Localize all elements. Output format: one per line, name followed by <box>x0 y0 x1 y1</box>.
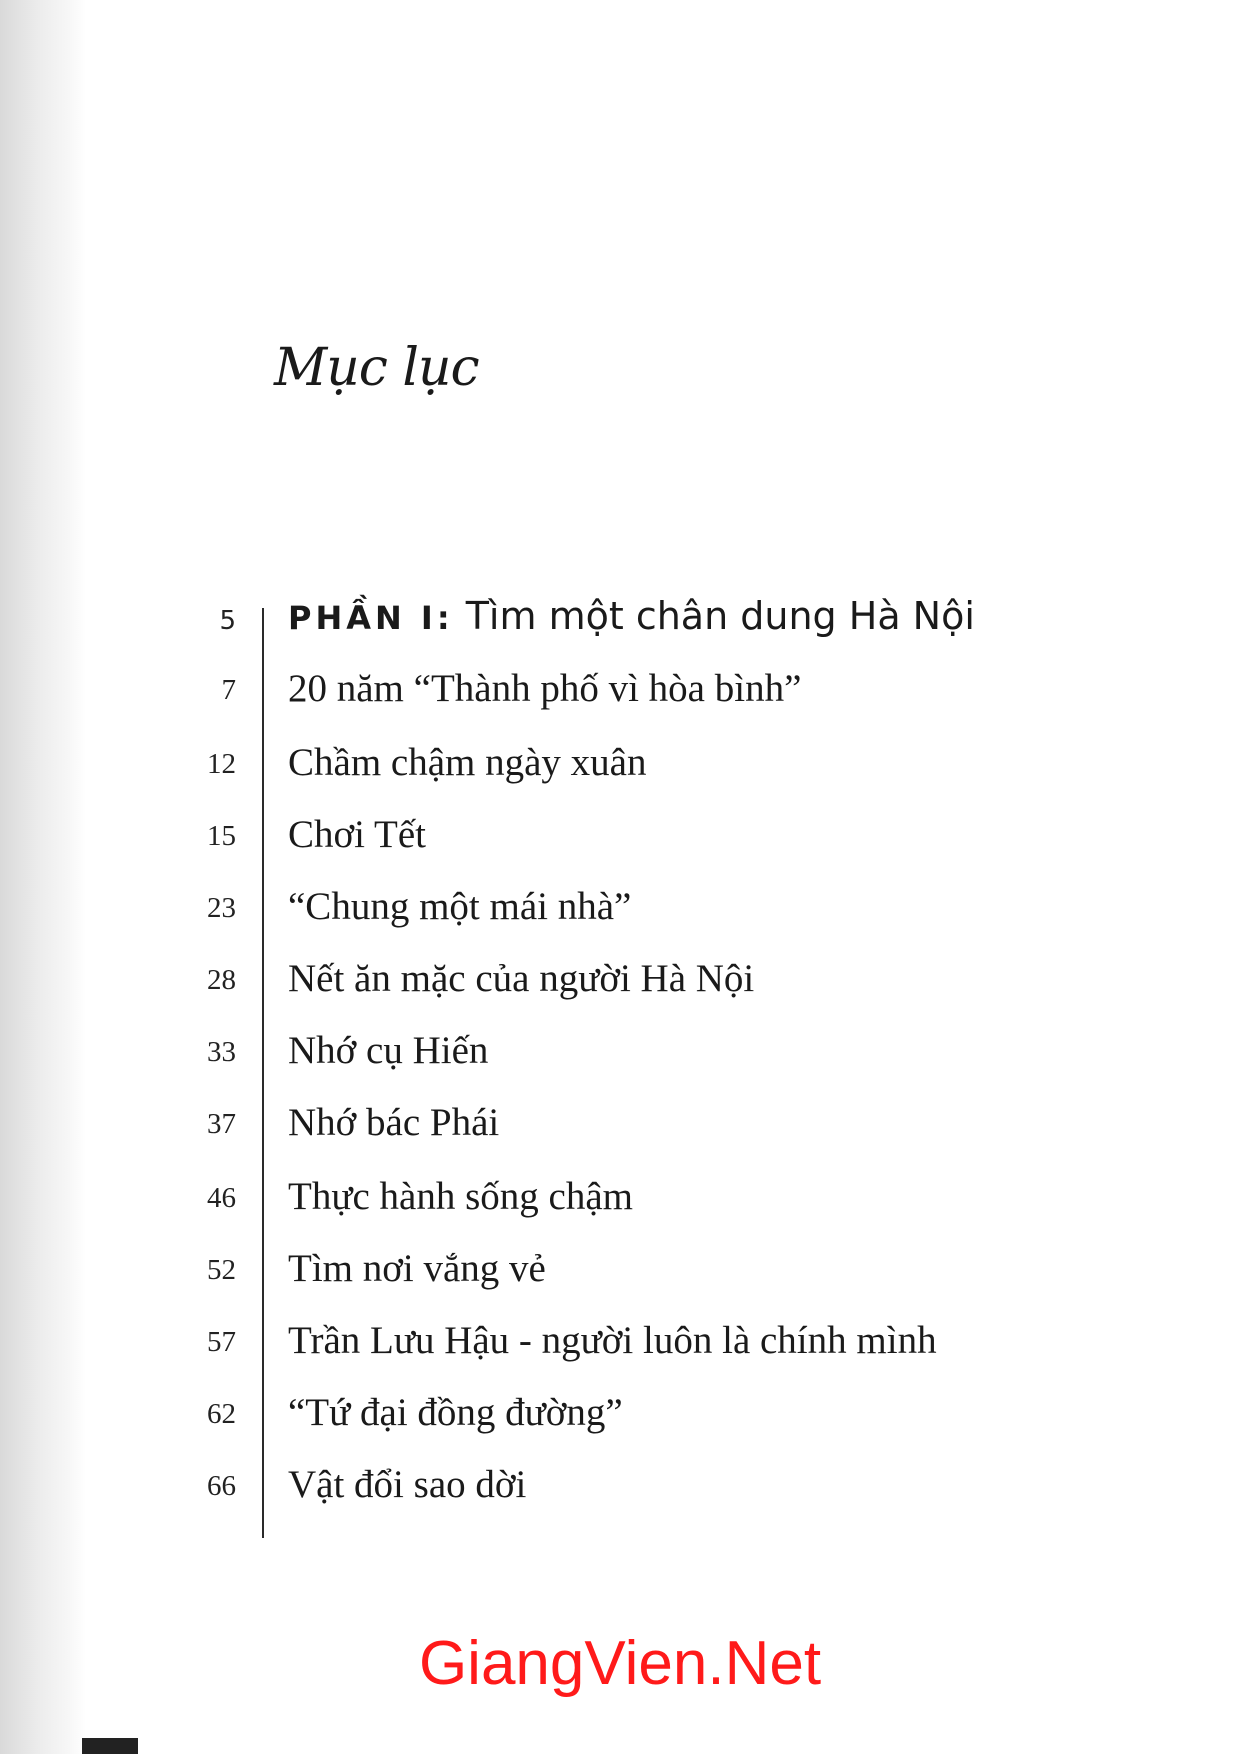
toc-page-number: 5 <box>219 606 236 636</box>
toc-page-number: 37 <box>207 1108 236 1140</box>
toc-part-name: Tìm một chân dung Hà Nội <box>465 594 975 638</box>
toc-entry-title: Nhớ cụ Hiến <box>288 1029 489 1072</box>
toc-page-number: 57 <box>207 1326 236 1358</box>
toc-entry-title: Chầm chậm ngày xuân <box>288 741 647 784</box>
toc-page-number: 62 <box>207 1398 236 1430</box>
book-edge-mark <box>82 1738 138 1754</box>
toc-page-number: 28 <box>207 964 236 996</box>
toc-page-number: 23 <box>207 892 236 924</box>
toc-entry <box>150 1312 1050 1372</box>
toc-entry-title: Nết ăn mặc của người Hà Nội <box>288 957 755 1000</box>
toc-entry <box>150 950 1050 1010</box>
toc-page-number: 33 <box>207 1036 236 1068</box>
toc-entry <box>150 660 1050 720</box>
toc-entry <box>150 1384 1050 1444</box>
toc-entry-title: 20 năm “Thành phố vì hòa bình” <box>288 667 802 710</box>
toc-entry-title: Trần Lưu Hậu - người luôn là chính mình <box>288 1319 937 1362</box>
toc-entry <box>150 1168 1050 1228</box>
watermark-text: GiangVien.Net <box>418 1629 822 1698</box>
toc-entry-title: Thực hành sống chậm <box>288 1175 633 1218</box>
toc-entry-title: “Tứ đại đồng đường” <box>288 1391 623 1434</box>
toc-page-number: 15 <box>207 820 236 852</box>
toc-entry <box>150 806 1050 866</box>
toc-entry-title: “Chung một mái nhà” <box>288 885 632 928</box>
toc-entry <box>150 734 1050 794</box>
toc-part-label: PHẦN I: <box>288 599 454 637</box>
toc-entry <box>150 878 1050 938</box>
toc-page-number: 12 <box>207 748 236 780</box>
toc-entry-title: Chơi Tết <box>288 813 426 856</box>
toc-entry <box>150 1022 1050 1082</box>
toc-page-number: 7 <box>221 674 236 706</box>
toc-page-number: 52 <box>207 1254 236 1286</box>
toc-entry-title: Nhớ bác Phái <box>288 1101 500 1144</box>
toc-entry-title: Vật đổi sao dời <box>288 1463 527 1506</box>
toc-entry <box>150 1094 1050 1154</box>
toc-page-number: 66 <box>207 1470 236 1502</box>
toc-entry <box>150 1240 1050 1300</box>
toc-part-title <box>288 594 975 638</box>
toc-part-row <box>150 586 1050 646</box>
page-title: Mục lục <box>274 338 479 398</box>
toc-entry-title: Tìm nơi vắng vẻ <box>288 1247 546 1290</box>
toc-entry <box>150 1456 1050 1516</box>
toc-page-number: 46 <box>207 1182 236 1214</box>
book-gutter-shadow <box>0 0 86 1754</box>
